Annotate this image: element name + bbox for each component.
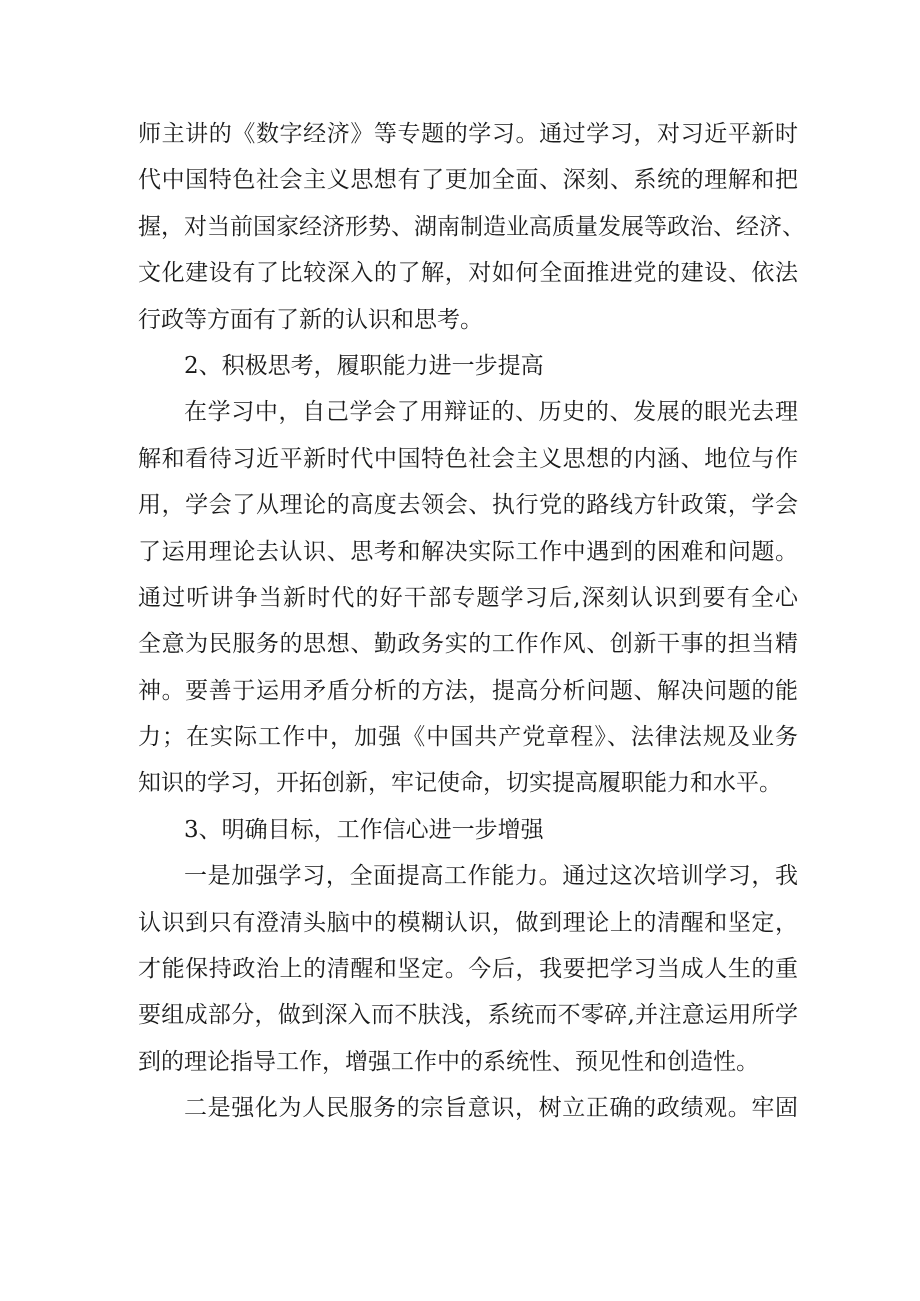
section-heading: 3、明确目标，工作信心进一步增强 bbox=[184, 816, 544, 843]
text-line: 神。要善于运用矛盾分析的方法，提高分析问题、解决问题的能 bbox=[138, 677, 798, 704]
text-line: 一是加强学习，全面提高工作能力。通过这次培训学习，我 bbox=[184, 863, 798, 890]
text-line: 握，对当前国家经济形势、湖南制造业高质量发展等政治、经济、 bbox=[138, 213, 805, 240]
text-line: 知识的学习，开拓创新，牢记使命，切实提高履职能力和水平。 bbox=[138, 770, 782, 797]
text-line: 文化建设有了比较深入的了解，对如何全面推进党的建设、依法 bbox=[138, 260, 798, 287]
text-line: 用，学会了从理论的高度去领会、执行党的路线方针政策，学会 bbox=[138, 492, 798, 519]
text-line: 到的理论指导工作，增强工作中的系统性、预见性和创造性。 bbox=[138, 1048, 759, 1075]
section-heading: 2、积极思考，履职能力进一步提高 bbox=[184, 352, 544, 379]
text-line: 师主讲的《数字经济》等专题的学习。通过学习，对习近平新时 bbox=[138, 121, 798, 147]
text-line: 通过听讲争当新时代的好干部专题学习后,深刻认识到要有全心 bbox=[138, 584, 798, 611]
body-text bbox=[138, 111, 805, 1132]
text-line: 二是强化为人民服务的宗旨意识，树立正确的政绩观。牢固 bbox=[184, 1095, 798, 1122]
text-line: 代中国特色社会主义思想有了更加全面、深刻、系统的理解和把 bbox=[138, 167, 798, 194]
text-line: 在学习中，自己学会了用辩证的、历史的、发展的眼光去理 bbox=[184, 399, 798, 426]
text-line: 才能保持政治上的清醒和坚定。今后，我要把学习当成人生的重 bbox=[138, 956, 798, 983]
text-line: 认识到只有澄清头脑中的模糊认识，做到理论上的清醒和坚定， bbox=[138, 909, 798, 936]
text-line: 解和看待习近平新时代中国特色社会主义思想的内涵、地位与作 bbox=[138, 445, 798, 472]
text-line: 力；在实际工作中，加强《中国共产党章程》、法律法规及业务 bbox=[138, 724, 798, 751]
text-line: 要组成部分，做到深入而不肤浅，系统而不零碎,并注意运用所学 bbox=[138, 1002, 798, 1029]
text-line: 行政等方面有了新的认识和思考。 bbox=[138, 306, 483, 333]
text-line: 全意为民服务的思想、勤政务实的工作作风、创新干事的担当精 bbox=[138, 631, 798, 658]
text-line: 了运用理论去认识、思考和解决实际工作中遇到的困难和问题。 bbox=[138, 538, 798, 565]
